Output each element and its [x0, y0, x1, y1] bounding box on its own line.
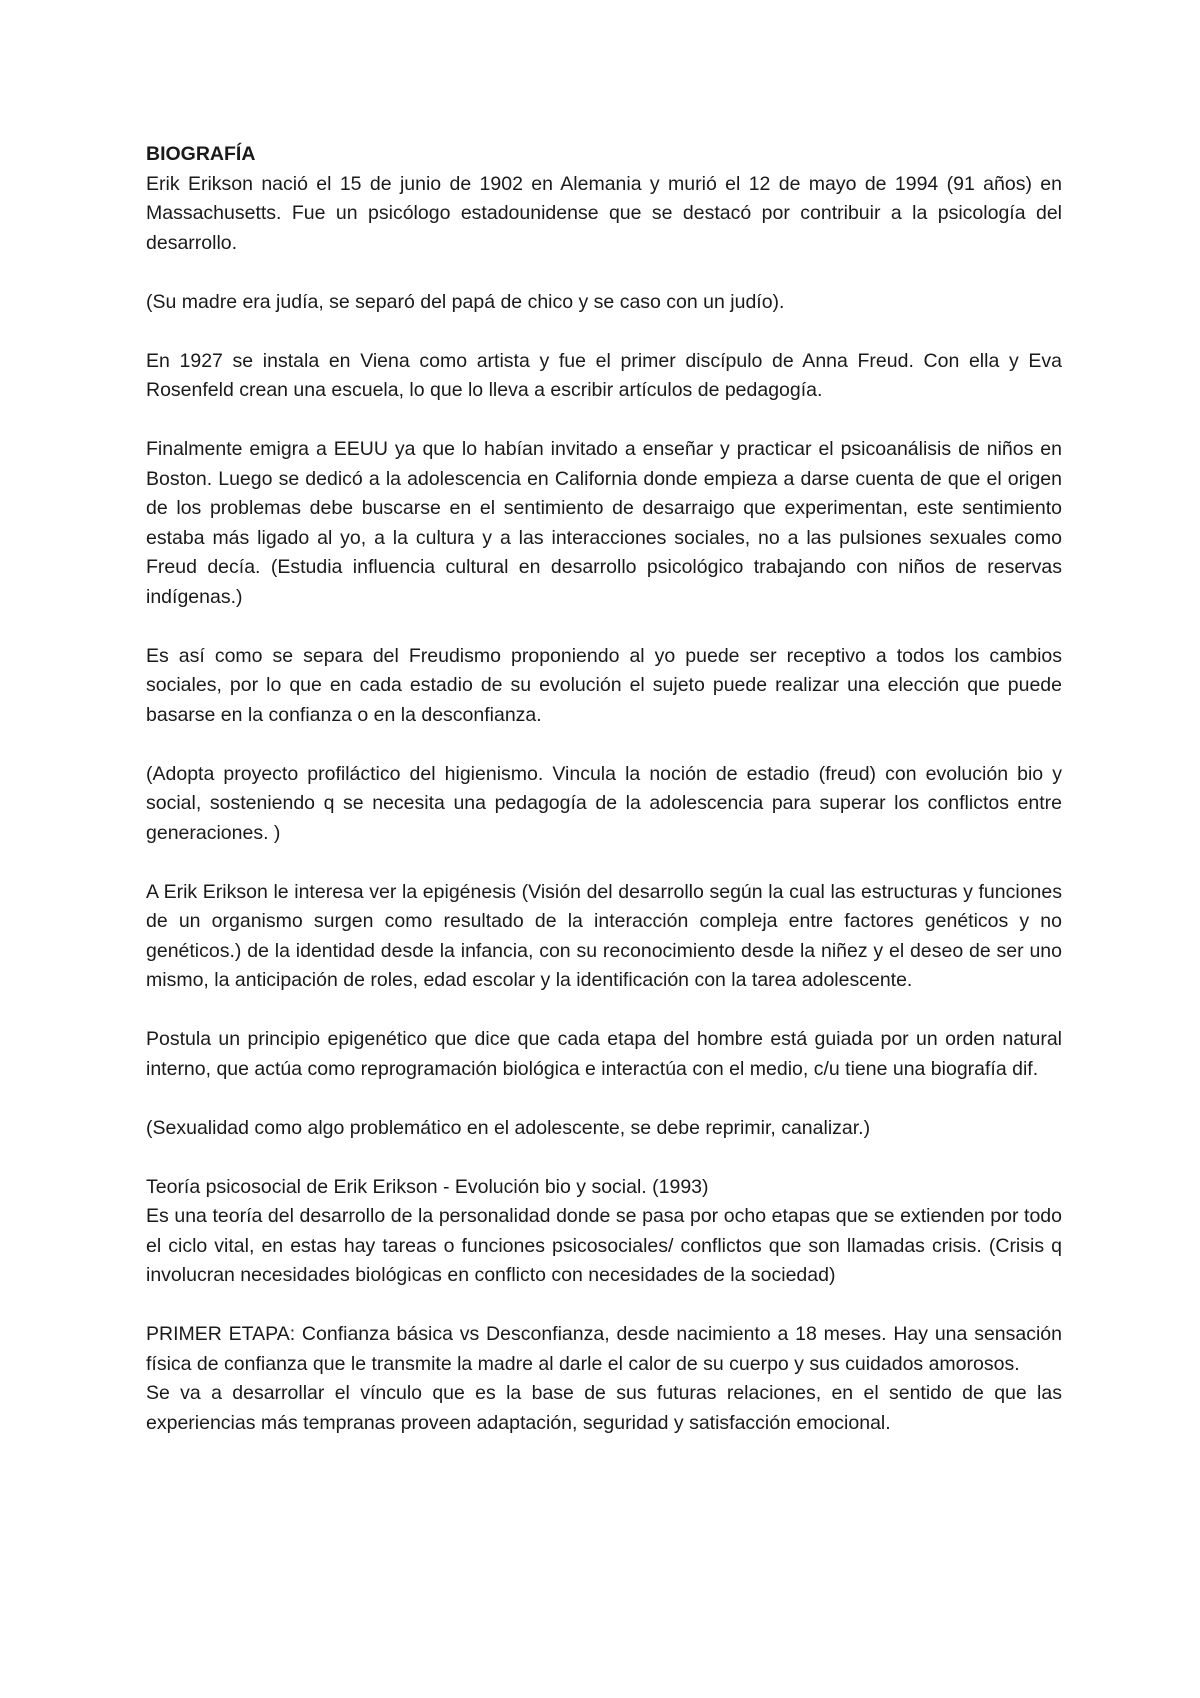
paragraph-vienna: En 1927 se instala en Viena como artista y fue el primer discípulo de Anna Freud. Con ella y Eva Rosenfeld crean una escuela, lo que lo lleva a escribir artículos de pedagogía.: [146, 349, 1062, 401]
stage-one: PRIMER ETAPA: Confianza básica vs Desconfianza, desde nacimiento a 18 meses. Hay una sensación física de confianza que le transmite la madre al darle el calor de su cuerpo y sus cuidados amorosos.: [146, 1323, 1062, 1375]
document-body: [146, 140, 1062, 1468]
paragraph-emigration: Finalmente emigra a EEUU ya que lo habían invitado a enseñar y practicar el psicoanálisis de niños en Boston. Luego se dedicó a la adolescencia en California donde empieza a darse cuenta de que el origen de los problemas debe buscarse en el sentimiento de desarraigo que experimentan, este sentimiento estaba más ligado al yo, a la cultura y a las interacciones sociales, no a las pulsiones sexuales como Freud decía. (Estudia influencia cultural en desarrollo psicológico trabajando con niños de reservas indígenas.): [146, 438, 1062, 608]
stage-one-continued: Se va a desarrollar el vínculo que es la base de sus futuras relaciones, en el sentido de que las experiencias más tempranas proveen adaptación, seguridad y satisfacción emocional.: [146, 1382, 1062, 1434]
section-heading: BIOGRAFÍA: [146, 143, 256, 165]
paragraph-sexuality: (Sexualidad como algo problemático en el adolescente, se debe reprimir, canalizar.): [146, 1116, 871, 1139]
paragraph-birth: Erik Erikson nació el 15 de junio de 1902 en Alemania y murió el 12 de mayo de 1994 (91 años) en Massachusetts. Fue un psicólogo estadounidense que se destacó por contribuir a la psicología del desarrollo.: [146, 172, 1062, 254]
paragraph-hygienism: (Adopta proyecto profiláctico del higienismo. Vincula la noción de estadio (freud) con evolución bio y social, sosteniendo q se necesita una pedagogía de la adolescencia para superar los conflictos entre generaciones. ): [146, 762, 1062, 844]
theory-title: Teoría psicosocial de Erik Erikson - Evolución bio y social. (1993): [146, 1175, 709, 1198]
paragraph-epigenesis: A Erik Erikson le interesa ver la epigénesis (Visión del desarrollo según la cual las estructuras y funciones de un organismo surgen como resultado de la interacción compleja entre factores genéticos y no genéticos.) de la identidad desde la infancia, con su reconocimiento desde la niñez y el deseo de ser uno mismo, la anticipación de roles, edad escolar y la identificación con la tarea adolescente.: [146, 880, 1062, 991]
paragraph-freudism: Es así como se separa del Freudismo proponiendo al yo puede ser receptivo a todos los cambios sociales, por lo que en cada estadio de su evolución el sujeto puede realizar una elección que puede basarse en la confianza o en la desconfianza.: [146, 644, 1062, 726]
paragraph-principle: Postula un principio epigenético que dice que cada etapa del hombre está guiada por un orden natural interno, que actúa como reprogramación biológica e interactúa con el medio, c/u tiene una biografía dif.: [146, 1028, 1062, 1080]
theory-text: Es una teoría del desarrollo de la personalidad donde se pasa por ocho etapas que se extienden por todo el ciclo vital, en estas hay tareas o funciones psicosociales/ conflictos que son llamadas crisis. (Crisis q involucran necesidades biológicas en conflicto con necesidades de la sociedad): [146, 1205, 1062, 1286]
paragraph-mother: (Su madre era judía, se separó del papá de chico y se caso con un judío).: [146, 290, 785, 313]
